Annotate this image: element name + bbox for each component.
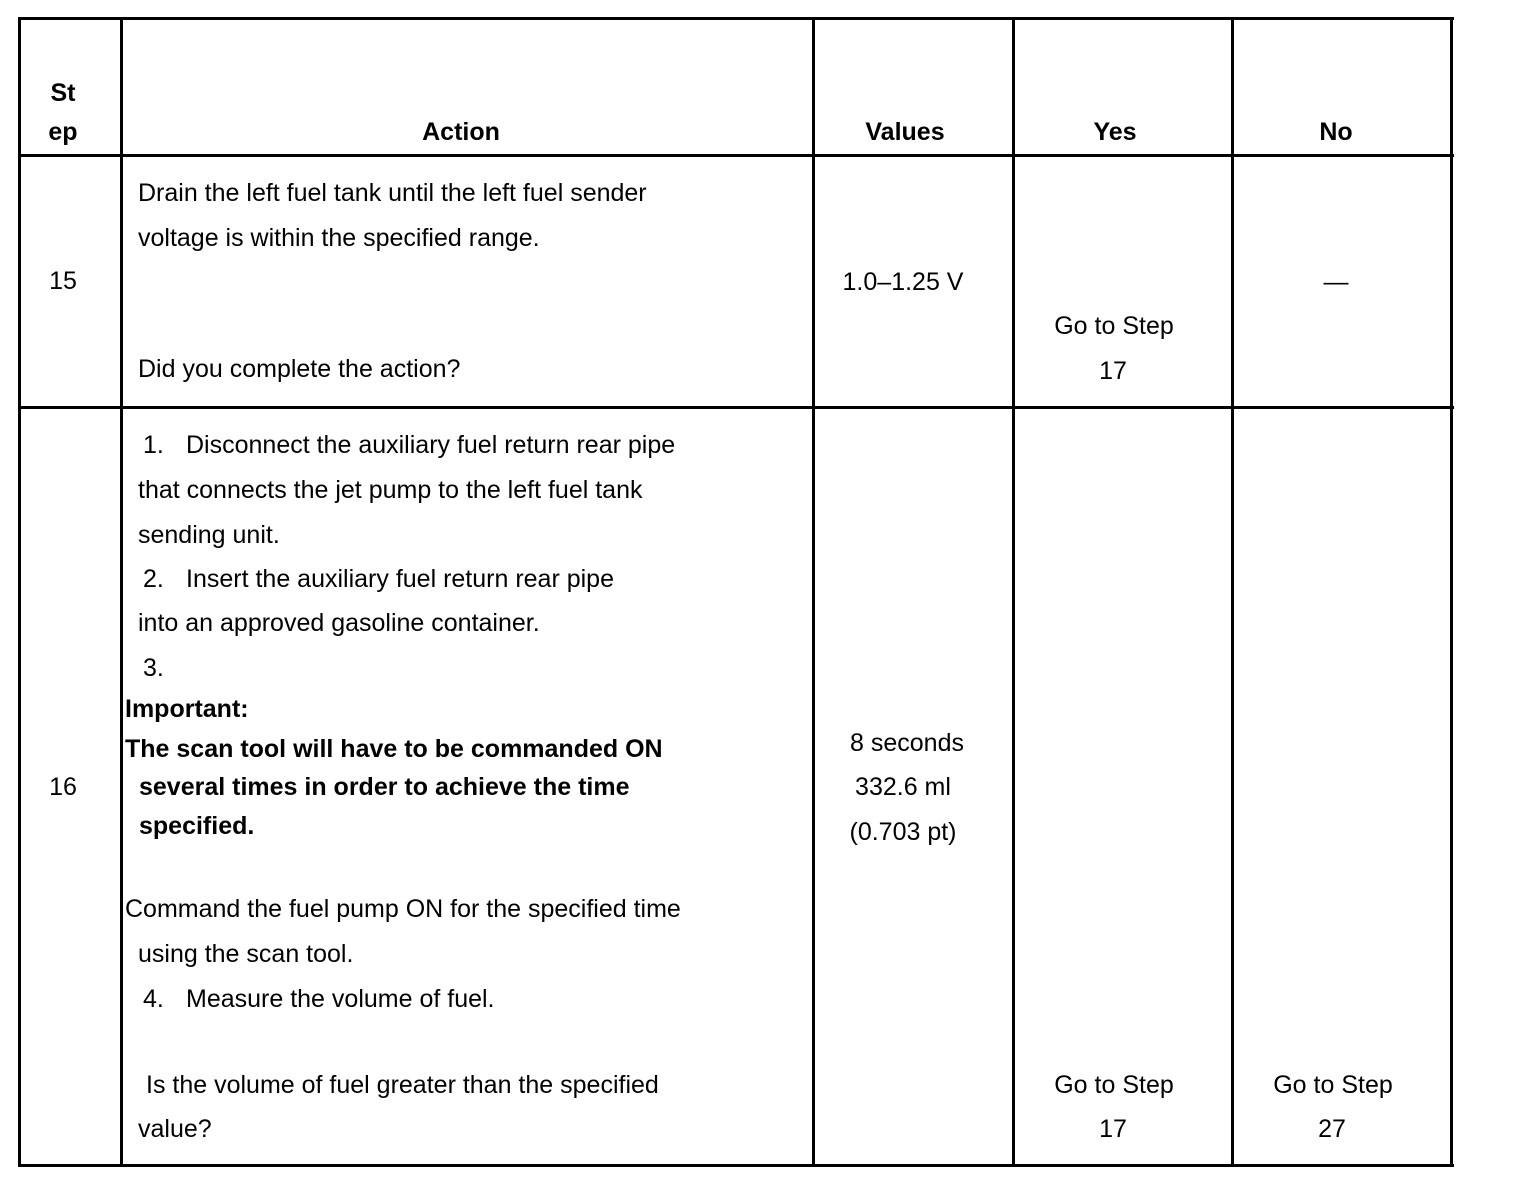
step-item-text: Disconnect the auxiliary fuel return rear pipe — [186, 431, 676, 459]
row-16-value: (0.703 pt) — [849, 818, 957, 846]
important-label: Important: — [125, 695, 249, 723]
step-item-number: 3. — [143, 654, 164, 682]
step-item-text: sending unit. — [138, 521, 280, 549]
table-border-left — [18, 17, 21, 1167]
step-item-number: 4. — [143, 985, 164, 1013]
row-15-yes-line1: Go to Step — [1054, 312, 1174, 340]
table-border-right — [1450, 17, 1453, 1167]
step-item-text: Insert the auxiliary fuel return rear pipe — [186, 565, 614, 593]
row-15-action-line: voltage is within the specified range. — [138, 224, 540, 252]
important-text: specified. — [139, 812, 255, 840]
step-item-number: 1. — [143, 431, 164, 459]
row-16-question: value? — [138, 1115, 212, 1143]
step-item-text: Measure the volume of fuel. — [186, 985, 495, 1013]
step-item-text: that connects the jet pump to the left fuel tank — [138, 476, 643, 504]
row-16-value: 8 seconds — [850, 729, 964, 757]
header-step-line1: St — [50, 79, 76, 107]
table-border-top — [18, 17, 1454, 20]
table-border-bottom — [18, 1164, 1454, 1167]
row-16-yes-line2: 17 — [1099, 1115, 1127, 1143]
header-no: No — [1319, 118, 1353, 146]
important-text: The scan tool will have to be commanded ON — [125, 735, 663, 763]
row-divider — [18, 406, 1454, 409]
row-15-step: 15 — [49, 267, 77, 295]
command-text: using the scan tool. — [138, 940, 354, 968]
row-16-question: Is the volume of fuel greater than the specified — [146, 1071, 659, 1099]
row-16-no-line2: 27 — [1318, 1115, 1346, 1143]
row-15-value: 1.0–1.25 V — [842, 268, 964, 296]
step-item-text: into an approved gasoline container. — [138, 609, 540, 637]
column-divider-action — [812, 17, 815, 1167]
header-action: Action — [422, 118, 500, 146]
row-15-no: — — [1323, 268, 1349, 296]
row-16-no-line1: Go to Step — [1273, 1071, 1393, 1099]
step-item-number: 2. — [143, 565, 164, 593]
row-15-question: Did you complete the action? — [138, 355, 461, 383]
header-values: Values — [865, 118, 945, 146]
header-step-line2: ep — [48, 118, 78, 146]
row-16-value: 332.6 ml — [855, 773, 951, 801]
header-yes: Yes — [1093, 118, 1137, 146]
column-divider-step — [120, 17, 123, 1167]
header-divider — [18, 154, 1454, 157]
row-16-yes-line1: Go to Step — [1054, 1071, 1174, 1099]
row-15-action-line: Drain the left fuel tank until the left fuel sender — [138, 179, 647, 207]
row-15-yes-line2: 17 — [1099, 357, 1127, 385]
important-text: several times in order to achieve the time — [139, 773, 630, 801]
row-16-step: 16 — [49, 773, 77, 801]
command-text: Command the fuel pump ON for the specified time — [125, 895, 681, 923]
column-divider-values — [1012, 17, 1015, 1167]
column-divider-yes — [1231, 17, 1234, 1167]
